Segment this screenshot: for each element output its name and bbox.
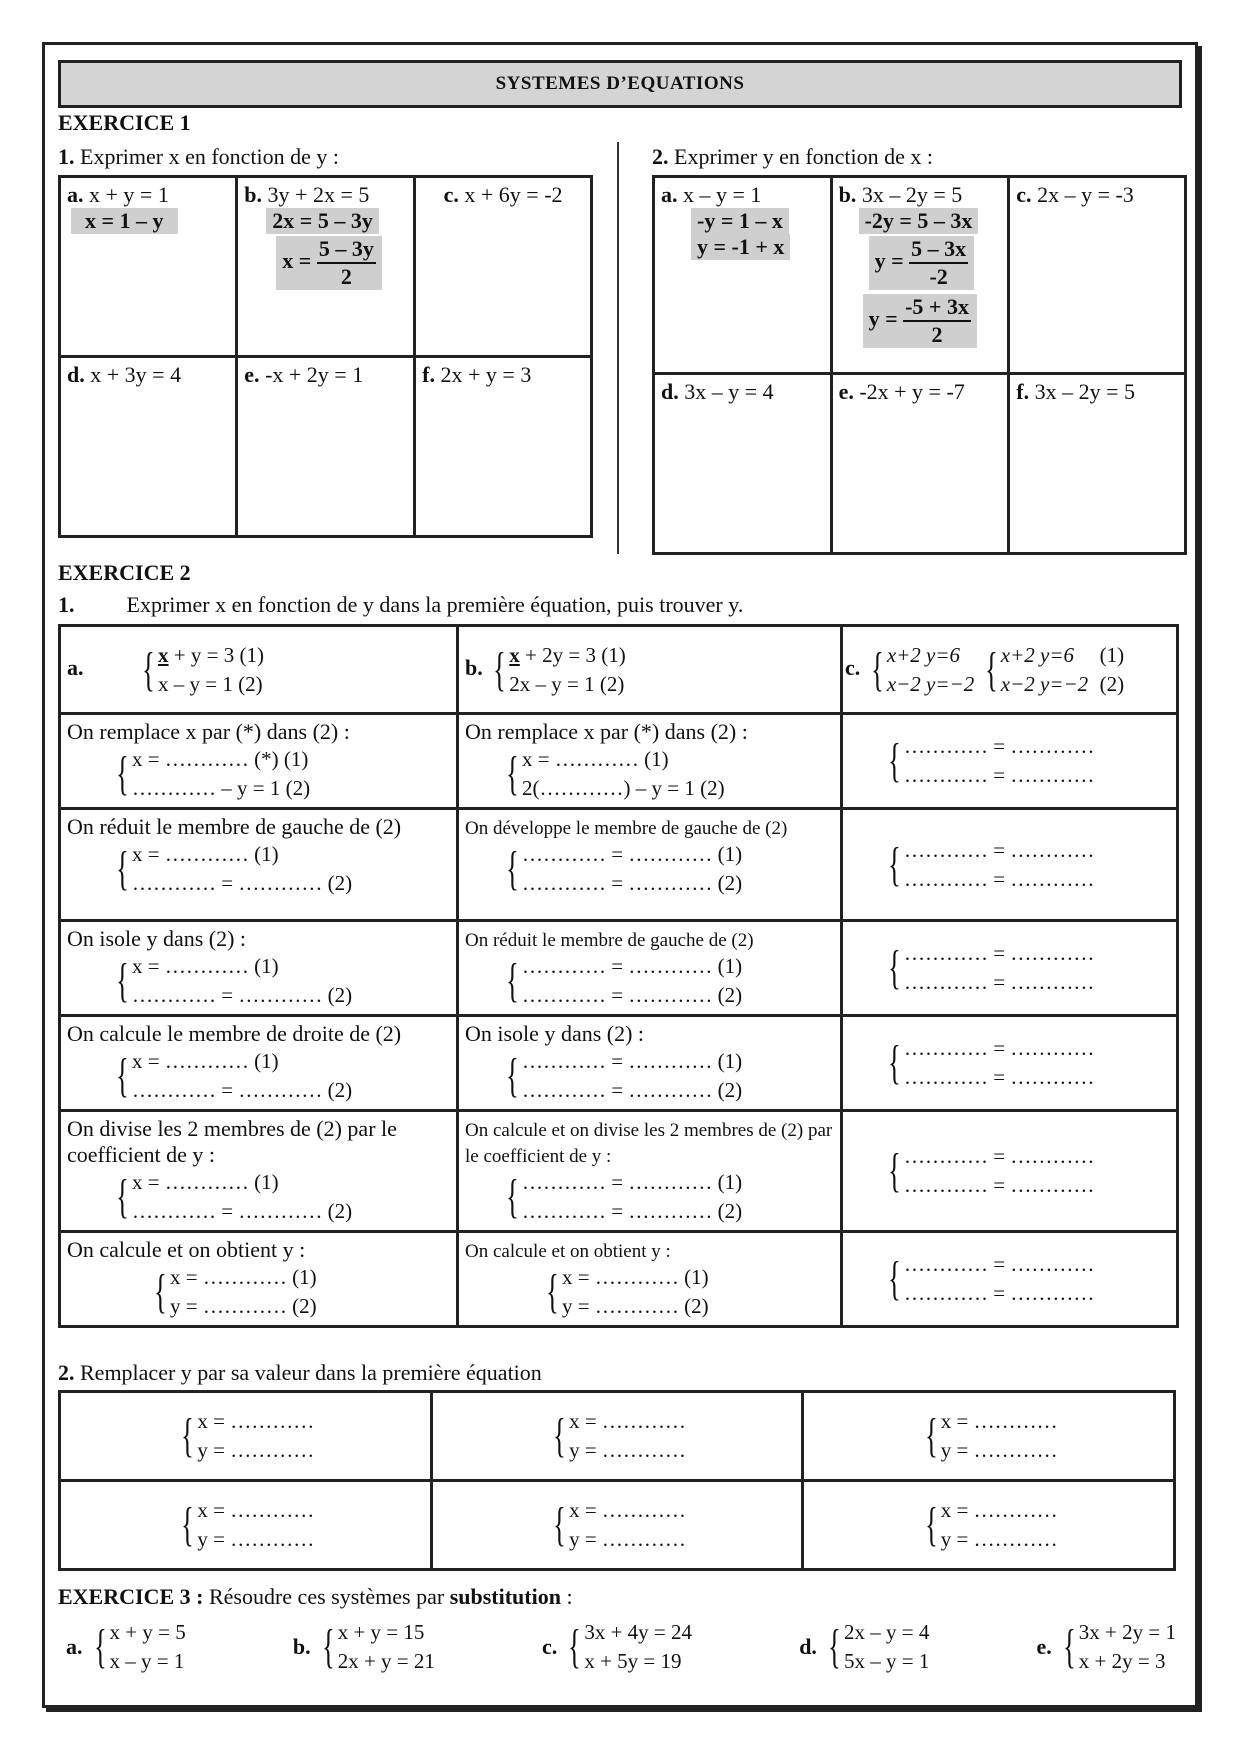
step-title: On réduit le membre de gauche de (2) (465, 930, 754, 951)
ex1-q1-table (58, 175, 593, 538)
ex2-cell-a: On réduit le membre de gauche de (2) { x = ………… (1) ………… = ………… (2) (60, 809, 458, 921)
step-title: On remplace x par (*) dans (2) : (465, 719, 748, 744)
ex3-system-e: e. { 3x + 2y = 1 x + 2y = 3 (1036, 1620, 1176, 1673)
ex2-cell-a: On divise les 2 membres de (2) par le coefficient de y : { x = ………… (1) ………… = ………… (2) (60, 1111, 458, 1232)
ex1-q1-cell-e: e. -x + 2y = 1 (237, 357, 415, 537)
ex1-q1-cell-d: d. x + 3y = 4 (60, 357, 237, 537)
ex1-q2-cell-a: a. x – y = 1 -y = 1 – x y = -1 + x (654, 177, 832, 374)
ex3-system-c: c. { 3x + 4y = 24 x + 5y = 19 (542, 1620, 693, 1673)
ex2-row (60, 921, 1178, 1016)
ex3-system-a: a. { x + y = 5 x – y = 1 (66, 1620, 186, 1673)
step-title: On isole y dans (2) : (465, 1021, 645, 1046)
ex2-cell-c: { ………… = ………… ………… = ………… (842, 1111, 1178, 1232)
ex2-cell-b: On remplace x par (*) dans (2) : { x = ………… (1) 2(…………) – y = 1 (2) (458, 714, 842, 809)
page-title: SYSTEMES D’EQUATIONS (58, 60, 1182, 108)
ex2-q2-cell: { x = ………… y = ………… (431, 1392, 803, 1481)
step-title: On calcule et on obtient y : (67, 1237, 306, 1262)
ex2-row (60, 1232, 1178, 1327)
ex2-q2-row (60, 1392, 1175, 1481)
ex2-cell-b: On réduit le membre de gauche de (2) { ………… = ………… (1) ………… = ………… (2) (458, 921, 842, 1016)
step-title: On développe le membre de gauche de (2) (465, 818, 788, 839)
ex2-cell-a: On calcule le membre de droite de (2) { x = ………… (1) ………… = ………… (2) (60, 1016, 458, 1111)
ex2-cell-c: { ………… = ………… ………… = ………… (842, 1016, 1178, 1111)
step-title: On calcule et on divise les 2 membres de (2) par le coefficient de y : (465, 1120, 833, 1167)
exercise-2-heading: EXERCICE 2 (58, 560, 191, 585)
ex2-row (60, 809, 1178, 921)
step-title: On calcule le membre de droite de (2) (67, 1021, 402, 1046)
ex2-cell-b: On développe le membre de gauche de (2) { ………… = ………… (1) ………… = ………… (2) (458, 809, 842, 921)
step-title: On remplace x par (*) dans (2) : (67, 719, 350, 744)
ex2-q2-cell: { x = ………… y = ………… (803, 1392, 1175, 1481)
ex2-q2-row (60, 1481, 1175, 1570)
ex3-systems (66, 1618, 1176, 1676)
ex3-prompt: EXERCICE 3 : Résoudre ces systèmes par substitution : (58, 1584, 573, 1609)
step-title: On réduit le membre de gauche de (2) (67, 814, 402, 839)
ex1-q1-cell-c: c. x + 6y = -2 (415, 177, 592, 357)
ex2-q1-prompt: 1. Exprimer x en fonction de y dans la première équation, puis trouver y. (58, 592, 744, 617)
ex2-cell-c: { ………… = ………… ………… = ………… (842, 921, 1178, 1016)
ex2-cell-b: On calcule et on obtient y : { x = ………… (1) y = ………… (2) (458, 1232, 842, 1327)
ex1-q2-cell-b: b. 3x – 2y = 5 -2y = 5 – 3x y = $\frac{5 - 3x}{-2}$ y = $\frac{-5 + 3x}{2}$ (831, 177, 1009, 374)
ex2-q2-cell: { x = ………… y = ………… (431, 1481, 803, 1570)
ex2-cell-c: { ………… = ………… ………… = ………… (842, 714, 1178, 809)
ex2-system-c: c. { x+2 y=6 x−2 y=−2 { x+2 y=6 x−2 y=−2 (1) (2) (842, 626, 1178, 714)
ex2-cell-b: On isole y dans (2) : { ………… = ………… (1) ………… = ………… (2) (458, 1016, 842, 1111)
ex2-cell-c: { ………… = ………… ………… = ………… (842, 809, 1178, 921)
ex2-system-a: a. { x + y = 3 (1) x – y = 1 (2) (60, 626, 458, 714)
ex2-q2-prompt: 2. Remplacer y par sa valeur dans la première équation (58, 1360, 542, 1385)
ex2-row (60, 1016, 1178, 1111)
ex2-cell-b: On calcule et on divise les 2 membres de (2) par le coefficient de y : { ………… = ………… (1) ………… = ………… (2) (458, 1111, 842, 1232)
ex1-q2-cell-f: f. 3x – 2y = 5 (1009, 374, 1186, 554)
step-title: On calcule et on obtient y : (465, 1241, 671, 1262)
ex1-q1-cell-f: f. 2x + y = 3 (415, 357, 592, 537)
ex2-cell-a: On isole y dans (2) : { x = ………… (1) ………… = ………… (2) (60, 921, 458, 1016)
ex2-q1-table (58, 624, 1179, 1328)
ex3-system-d: d. { 2x – y = 4 5x – y = 1 (799, 1620, 930, 1673)
ex3-system-b: b. { x + y = 15 2x + y = 21 (292, 1620, 435, 1673)
ex2-q2-cell: { x = ………… y = ………… (803, 1481, 1175, 1570)
exercise-1-heading: EXERCICE 1 (58, 110, 191, 135)
ex2-q2-cell: { x = ………… y = ………… (60, 1392, 432, 1481)
ex1-q2-cell-e: e. -2x + y = -7 (831, 374, 1009, 554)
ex1-q1-cell-a: a. x + y = 1 x = 1 – y (60, 177, 237, 357)
step-title: On divise les 2 membres de (2) par le coefficient de y : (67, 1116, 397, 1167)
ex1-q1-prompt: 1. Exprimer x en fonction de y : (58, 144, 340, 169)
step-title: On isole y dans (2) : (67, 926, 247, 951)
ex2-system-b: b. { x + 2y = 3 (1) 2x – y = 1 (2) (458, 626, 842, 714)
ex1-q2-cell-c: c. 2x – y = -3 (1009, 177, 1186, 374)
ex2-cell-a: On calcule et on obtient y : { x = ………… (1) y = ………… (2) (60, 1232, 458, 1327)
ex2-row (60, 714, 1178, 809)
ex2-q2-cell: { x = ………… y = ………… (60, 1481, 432, 1570)
ex2-cell-a: On remplace x par (*) dans (2) : { x = ………… (*) (1) ………… – y = 1 (2) (60, 714, 458, 809)
ex2-row (60, 1111, 1178, 1232)
ex1-q1-cell-b: b. 3y + 2x = 5 2x = 5 – 3y x = $\frac{5 - 3y}{2}$ (237, 177, 415, 357)
ex1-q2-prompt: 2. Exprimer y en fonction de x : (652, 144, 934, 169)
ex2-q2-table (58, 1390, 1176, 1571)
ex2-cell-c: { ………… = ………… ………… = ………… (842, 1232, 1178, 1327)
column-divider (617, 142, 619, 554)
ex1-q2-table (652, 175, 1187, 555)
ex1-q2-cell-d: d. 3x – y = 4 (654, 374, 832, 554)
